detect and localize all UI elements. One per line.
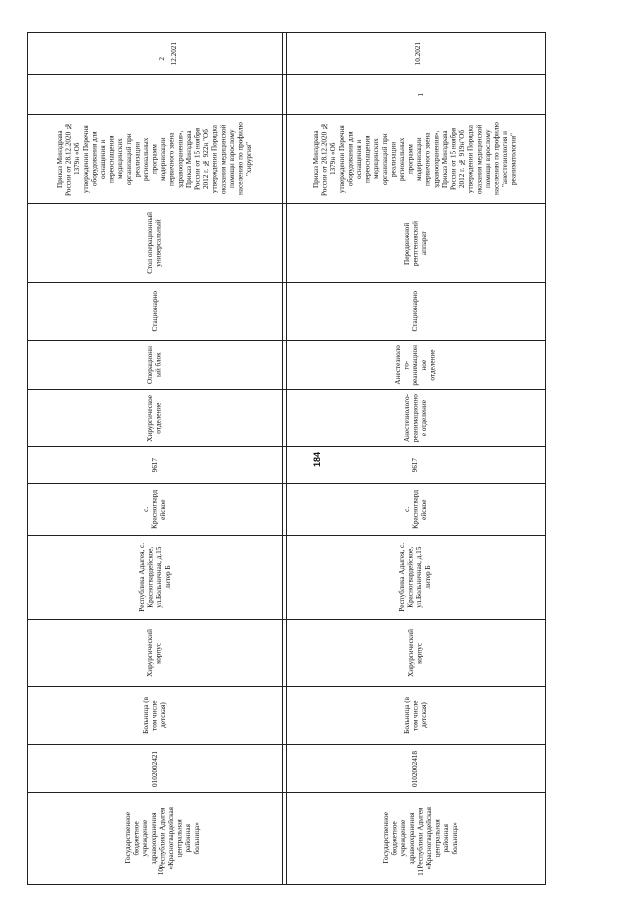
address-cell-row-10: Республика Адыгея, с. Красногвардейское, ул.Больничная, д.15 литер Б	[137, 543, 172, 612]
qty-cell-row-10: 2	[157, 57, 166, 61]
qty-cell-row-11: 1	[416, 92, 425, 97]
row-divider	[282, 33, 283, 884]
equipment-cell-row-10: Стол операционный универсальный	[146, 212, 163, 274]
oktmo-cell-row-10: 9617	[150, 457, 159, 473]
address-cell-row-11: Республика Адыгея, с. Красногвардейское, ул.Больничная, д.15 литер Б	[398, 543, 433, 612]
num-cell-row-10: 10	[156, 868, 165, 876]
room-cell-row-10: Операционн ый блок	[146, 346, 163, 384]
conditions-cell-row-11: Стационарно	[411, 291, 420, 332]
type-cell-row-11: Больница (в том числе детская)	[402, 697, 428, 734]
department-cell-row-11: Анестезиолого- реанимационно е отделение	[402, 393, 428, 443]
page-number: 184	[312, 452, 322, 468]
row-divider	[286, 33, 287, 884]
num-cell-row-11: 11	[416, 868, 425, 876]
name-cell-row-11: Государственное бюджетное учреждение здравоохранения Республики Адыгея «Красногвардейская центральная районная больница»	[382, 807, 460, 870]
date-cell-row-10: 12.2021	[169, 41, 178, 66]
locality-cell-row-11: с. Красногвард ейское	[402, 490, 428, 529]
code-cell-row-10: 0102002421	[150, 750, 159, 787]
conditions-cell-row-10: Стационарно	[150, 291, 159, 332]
room-cell-row-11: Анестезиоло го- реанимацион ное отделение	[394, 344, 437, 386]
code-cell-row-11: 0102002418	[411, 750, 420, 787]
equipment-cell-row-11: Передвижной рентгеновский аппарат	[402, 220, 428, 266]
locality-cell-row-10: с. Красногвард ейское	[142, 490, 168, 529]
department-cell-row-10: Хирургическое отделение	[146, 394, 163, 442]
building-cell-row-10: Хирургический корпус	[146, 629, 163, 677]
oktmo-cell-row-11: 9617	[411, 457, 420, 473]
date-cell-row-11: 10.2021	[413, 41, 422, 66]
type-cell-row-10: Больница (в том числе детская)	[142, 697, 168, 734]
order-cell-row-11: Приказ Минздрава России от 28.12.2020 № 1379н «Об утверждении Перечня оборудования для оснащения и переоснащения медицинских организаций при реализации региональных программ модернизации первичного звена здравоохранения», Приказ Минздрава России от 15 ноября 2012 г. № 919н"Об утверждении Порядка оказания медицинской помощи взрослому населению по профилю "анестезиология и реаниматология"	[312, 121, 519, 197]
order-cell-row-10: Приказ Минздрава России от 28.12.2020 № 1379н «Об утверждении Перечня оборудования для оснащения и переоснащения медицинских организаций при реализации региональных программ модернизации первичного звена здравоохранения», Приказ Минздрава России от 15 ноября 2012 г. № 922н "Об утверждении Порядка оказания медицинской помощи взрослому населению по профилю "хирургия"	[56, 121, 254, 197]
building-cell-row-11: Хирургический корпус	[406, 629, 424, 677]
equipment-table	[27, 32, 546, 885]
name-cell-row-10: Государственное бюджетное учреждение здравоохранения Республики Адыгея «Красногвардейская центральная районная больница»	[124, 807, 202, 870]
